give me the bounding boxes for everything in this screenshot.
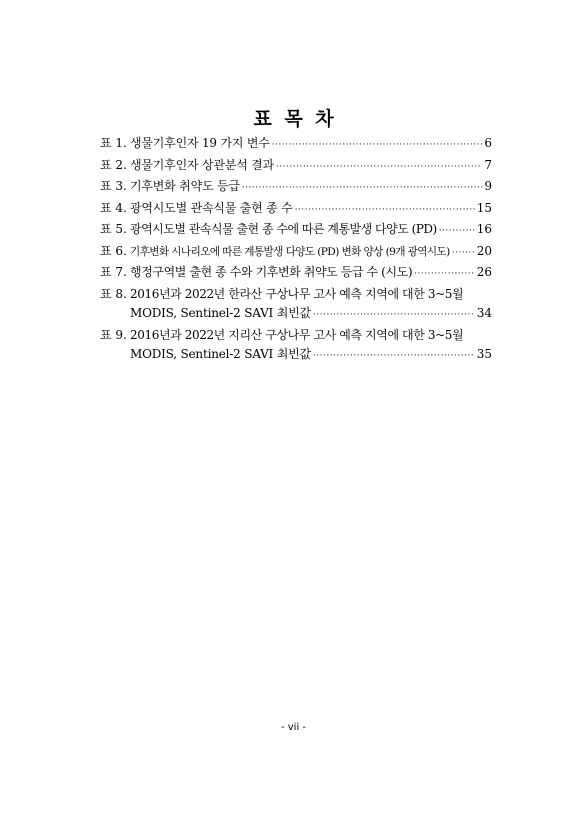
toc-entry-page: 35 — [476, 347, 492, 361]
toc-entry[interactable] — [100, 263, 492, 285]
page-number: - vii - — [280, 722, 307, 733]
toc-entry-page: 20 — [476, 243, 492, 258]
toc-entry-title: 2016년과 2022년 한라산 구상나무 고사 예측 지역에 대한 3~5월 — [130, 286, 464, 301]
toc-entry-number: 표 1. — [100, 136, 127, 150]
toc-entry-title: 기후변화 시나리오에 따른 계통발생 다양도 (PD) 변화 양상 (9개 광역시도) — [130, 245, 450, 258]
toc-entry-page: 9 — [484, 179, 492, 193]
page-title: 표 목 차 — [253, 108, 334, 130]
toc-entry-number: 표 5. — [100, 222, 127, 236]
toc-entry[interactable] — [100, 177, 492, 199]
toc-entry-page: 15 — [476, 200, 492, 215]
toc-entry-title: 생물기후인자 19 가지 변수 — [130, 136, 270, 150]
dot-leader — [242, 179, 483, 199]
toc-entry-page: 7 — [484, 157, 492, 172]
toc-entry-number: 표 2. — [100, 157, 127, 172]
toc-entry-title: 광역시도별 관속식물 출현 종 수에 따른 계통발생 다양도 (PD) — [130, 222, 437, 236]
toc-entry-title: 행정구역별 출현 종 수와 기후변화 취약도 등급 수 (시도) — [130, 265, 413, 279]
toc-entry-title-continued: MODIS, Sentinel-2 SAVI 최빈값 — [130, 347, 311, 361]
toc-entry-number: 표 9. — [100, 327, 127, 342]
toc-entry-number: 표 3. — [100, 179, 127, 193]
toc-entry-title: 생물기후인자 상관분석 결과 — [130, 157, 274, 172]
toc-entry-number: 표 6. — [100, 243, 127, 258]
toc-entry-title-continued: MODIS, Sentinel-2 SAVI 최빈값 — [130, 306, 311, 320]
toc-entry-number: 표 7. — [100, 265, 127, 279]
dot-leader — [272, 136, 483, 156]
toc-entry-page: 34 — [476, 306, 492, 320]
dot-leader — [276, 158, 482, 178]
toc-entry-number: 표 4. — [100, 200, 127, 215]
dot-leader — [439, 222, 475, 242]
toc-entry[interactable] — [100, 242, 492, 264]
toc-entry-page: 6 — [484, 136, 492, 150]
dot-leader — [295, 201, 475, 221]
toc-entry-title: 광역시도별 관속식물 출현 종 수 — [130, 200, 293, 215]
dot-leader — [313, 306, 475, 326]
toc-entry[interactable] — [100, 156, 492, 178]
toc-entry-number: 표 8. — [100, 286, 127, 301]
toc-entry-page: 16 — [476, 222, 492, 236]
toc-entry[interactable] — [100, 326, 492, 367]
toc-entry[interactable] — [100, 220, 492, 242]
toc-entry[interactable] — [100, 199, 492, 221]
toc-entry-title: 기후변화 취약도 등급 — [130, 179, 240, 193]
toc-entry[interactable] — [100, 134, 492, 156]
toc-entry-page: 26 — [476, 265, 492, 279]
dot-leader — [414, 265, 475, 285]
dot-leader — [313, 347, 475, 367]
dot-leader — [452, 244, 475, 264]
toc-entry-title: 2016년과 2022년 지리산 구상나무 고사 예측 지역에 대한 3~5월 — [130, 327, 464, 342]
table-of-contents — [100, 134, 492, 367]
toc-entry[interactable] — [100, 285, 492, 326]
